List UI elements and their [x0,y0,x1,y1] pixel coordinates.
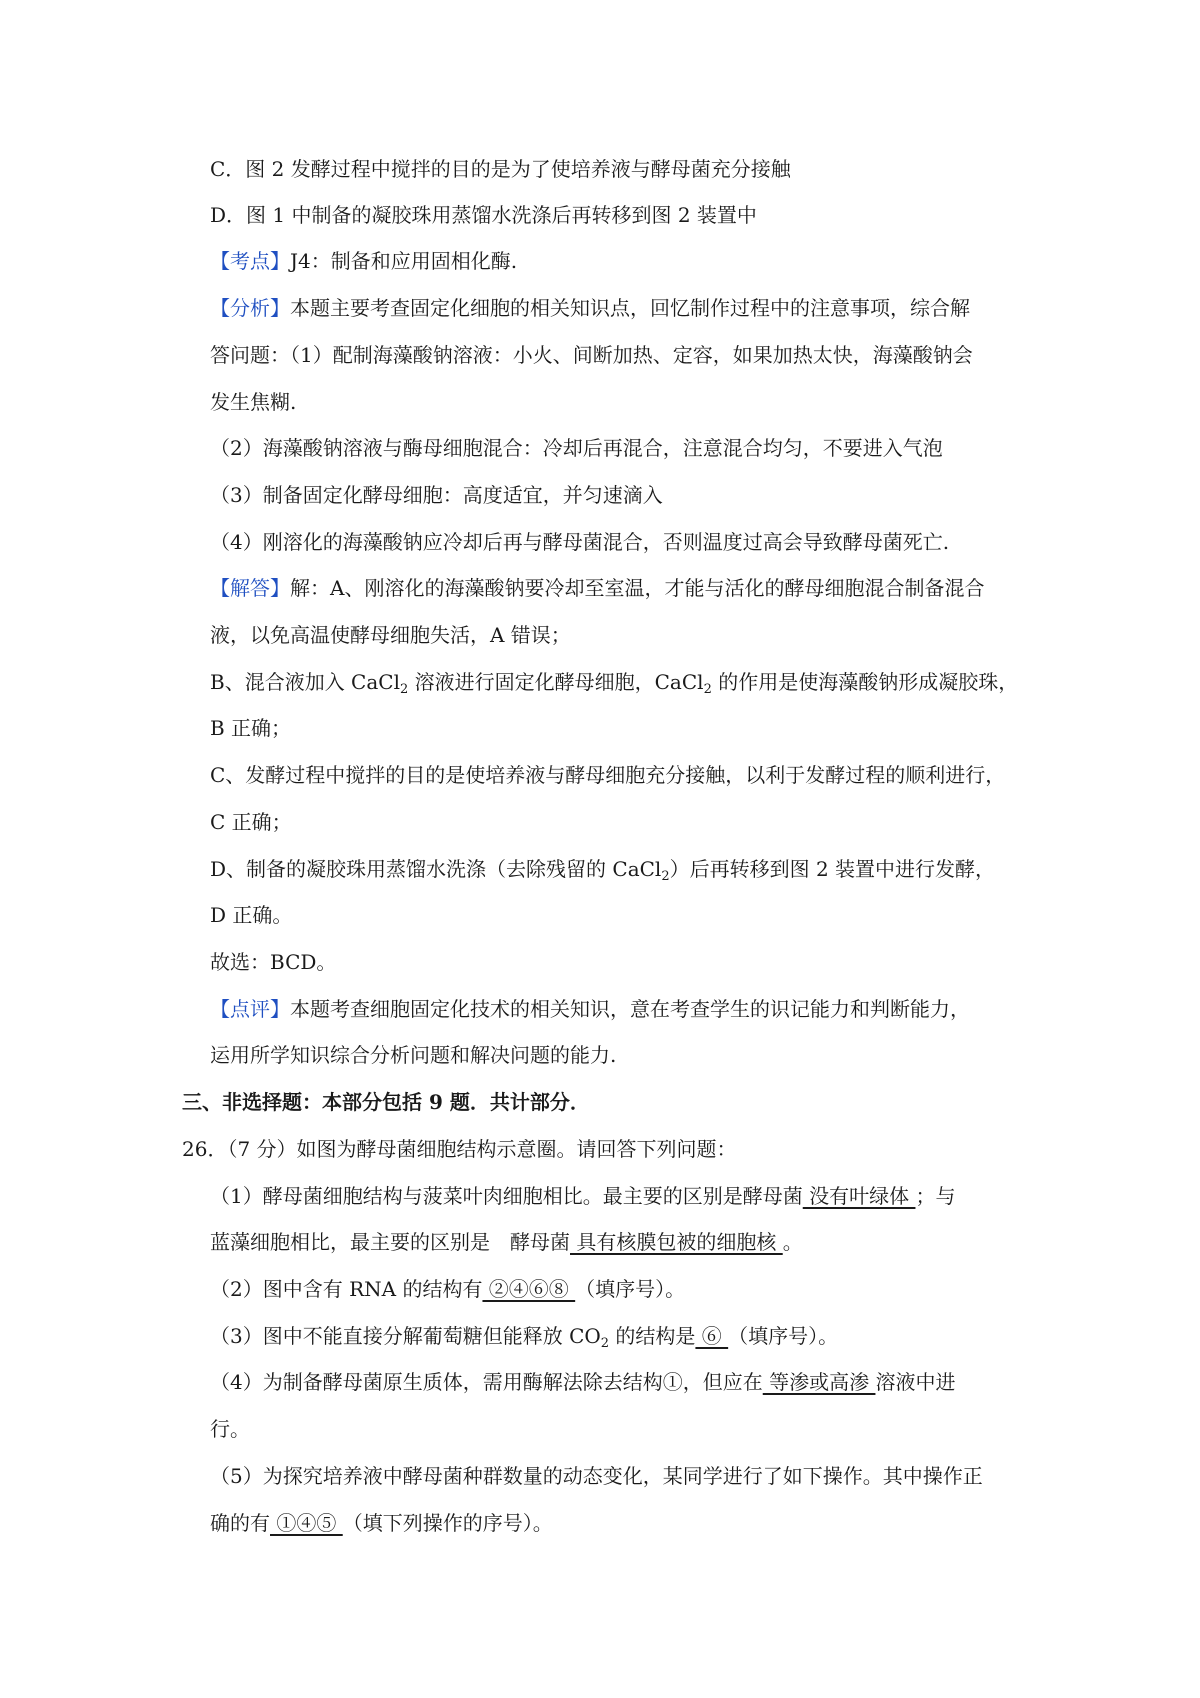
answer-d-text-a: D、制备的凝胶珠用蒸馏水洗涤（去除残留的 CaCl [210,857,662,881]
q26-part4-line2: 行。 [210,1417,250,1441]
subscript-2: 2 [661,869,670,884]
answer-d-line-1 [210,855,995,883]
question-26: 26．（7 分）如图为酵母菌细胞结构示意圈。请回答下列问题： [182,1137,737,1161]
kaodian-tag: 【考点】 [210,249,290,273]
kaodian-line [210,247,517,275]
q26-part4-line1 [210,1368,955,1396]
jieda-line-1 [210,574,984,602]
answer-b-text-c: 的作用是使海藻酸钠形成凝胶珠， [711,670,1019,694]
q26-part1-answer-1: 没有叶绿体 [802,1184,916,1208]
q26-part4-answer: 等渗或高渗 [762,1370,876,1394]
guxuan-line: 故选：BCD。 [210,950,337,974]
fenxi-line-1 [210,294,970,322]
q26-part3-answer: ⑥ [695,1324,729,1348]
dianping-tag: 【点评】 [210,997,290,1021]
fenxi-line-2: 答问题：（1）配制海藻酸钠溶液：小火、间断加热、定容，如果加热太快，海藻酸钠会 [210,343,973,367]
dianping-line-2: 运用所学知识综合分析问题和解决问题的能力. [210,1043,617,1067]
answer-b-text-b: 溶液进行固定化酵母细胞，CaCl [408,670,704,694]
q26-part5-answer: ①④⑤ [270,1511,343,1535]
q26-part5-line2 [210,1509,553,1537]
q26-part1-line2 [210,1228,803,1256]
answer-b-text-a: B、混合液加入 CaCl [210,670,400,694]
q26-part3-text-a: （3）图中不能直接分解葡萄糖但能释放 CO [210,1324,601,1348]
answer-c-line-2: C 正确； [210,810,292,834]
fenxi-line-4: （2）海藻酸钠溶液与酶母细胞混合：冷却后再混合，注意混合均匀，不要进入气泡 [210,436,943,460]
q26-part1-text-a: （1）酵母菌细胞结构与菠菜叶肉细胞相比。最主要的区别是酵母菌 [210,1184,803,1208]
q26-part2 [210,1275,685,1303]
q26-part1-answer-2: 具有核膜包被的细胞核 [570,1230,783,1254]
jieda-text-1: 解：A、刚溶化的海藻酸钠要冷却至室温，才能与活化的酵母细胞混合制备混合 [290,576,985,600]
answer-c-line-1: C、发酵过程中搅拌的目的是使培养液与酵母细胞充分接触，以利于发酵过程的顺利进行， [210,763,1006,787]
q26-part3-text-b: 的结构是 [609,1324,696,1348]
answer-d-text-b: ）后再转移到图 2 装置中进行发酵， [669,857,996,881]
subscript-2: 2 [703,682,712,697]
q26-part5-line1: （5）为探究培养液中酵母菌种群数量的动态变化，某同学进行了如下操作。其中操作正 [210,1464,983,1488]
fenxi-line-5: （3）制备固定化酵母细胞：高度适宜，并匀速滴入 [210,483,663,507]
q26-part3-text-c: （填序号）。 [728,1324,839,1348]
answer-b-line-1 [210,668,1018,696]
q26-part4-text-b: 溶液中进 [875,1370,956,1394]
q26-part1-line1 [210,1182,955,1210]
fenxi-line-3: 发生焦糊. [210,390,297,414]
jieda-tag: 【解答】 [210,576,290,600]
option-d: D．图 1 中制备的凝胶珠用蒸馏水洗涤后再转移到图 2 装置中 [210,203,757,227]
option-c: C．图 2 发酵过程中搅拌的目的是为了使培养液与酵母菌充分接触 [210,157,791,181]
q26-part3 [210,1322,838,1350]
answer-b-line-2: B 正确； [210,716,292,740]
q26-part1-text-d: 。 [782,1230,803,1254]
kaodian-text: J4：制备和应用固相化酶. [290,249,518,273]
q26-part1-text-b: ；与 [915,1184,956,1208]
q26-part4-text-a: （4）为制备酵母菌原生质体，需用酶解法除去结构①，但应在 [210,1370,763,1394]
q26-part2-answer: ②④⑥⑧ [482,1277,576,1301]
q26-part1-text-c: 蓝藻细胞相比，最主要的区别是 酵母菌 [210,1230,570,1254]
q26-part5-text-c: （填下列操作的序号）。 [342,1511,553,1535]
q26-part2-text-a: （2）图中含有 RNA 的结构有 [210,1277,483,1301]
subscript-2: 2 [600,1336,610,1351]
section-heading: 三、非选择题：本部分包括 9 题．共计部分． [182,1090,590,1114]
fenxi-text-1: 本题主要考查固定化细胞的相关知识点，回忆制作过程中的注意事项，综合解 [290,296,970,320]
jieda-line-2: 液，以免高温使酵母细胞失活，A 错误； [210,623,571,647]
subscript-2: 2 [399,682,409,697]
dianping-line-1 [210,995,970,1023]
answer-d-line-2: D 正确。 [210,903,293,927]
fenxi-tag: 【分析】 [210,296,290,320]
q26-part5-text-b: 确的有 [210,1511,270,1535]
q26-part2-text-b: （填序号）。 [575,1277,686,1301]
fenxi-line-6: （4）刚溶化的海藻酸钠应冷却后再与酵母菌混合，否则温度过高会导致酵母菌死亡. [210,530,950,554]
dianping-text-1: 本题考查细胞固定化技术的相关知识，意在考查学生的识记能力和判断能力， [290,997,970,1021]
